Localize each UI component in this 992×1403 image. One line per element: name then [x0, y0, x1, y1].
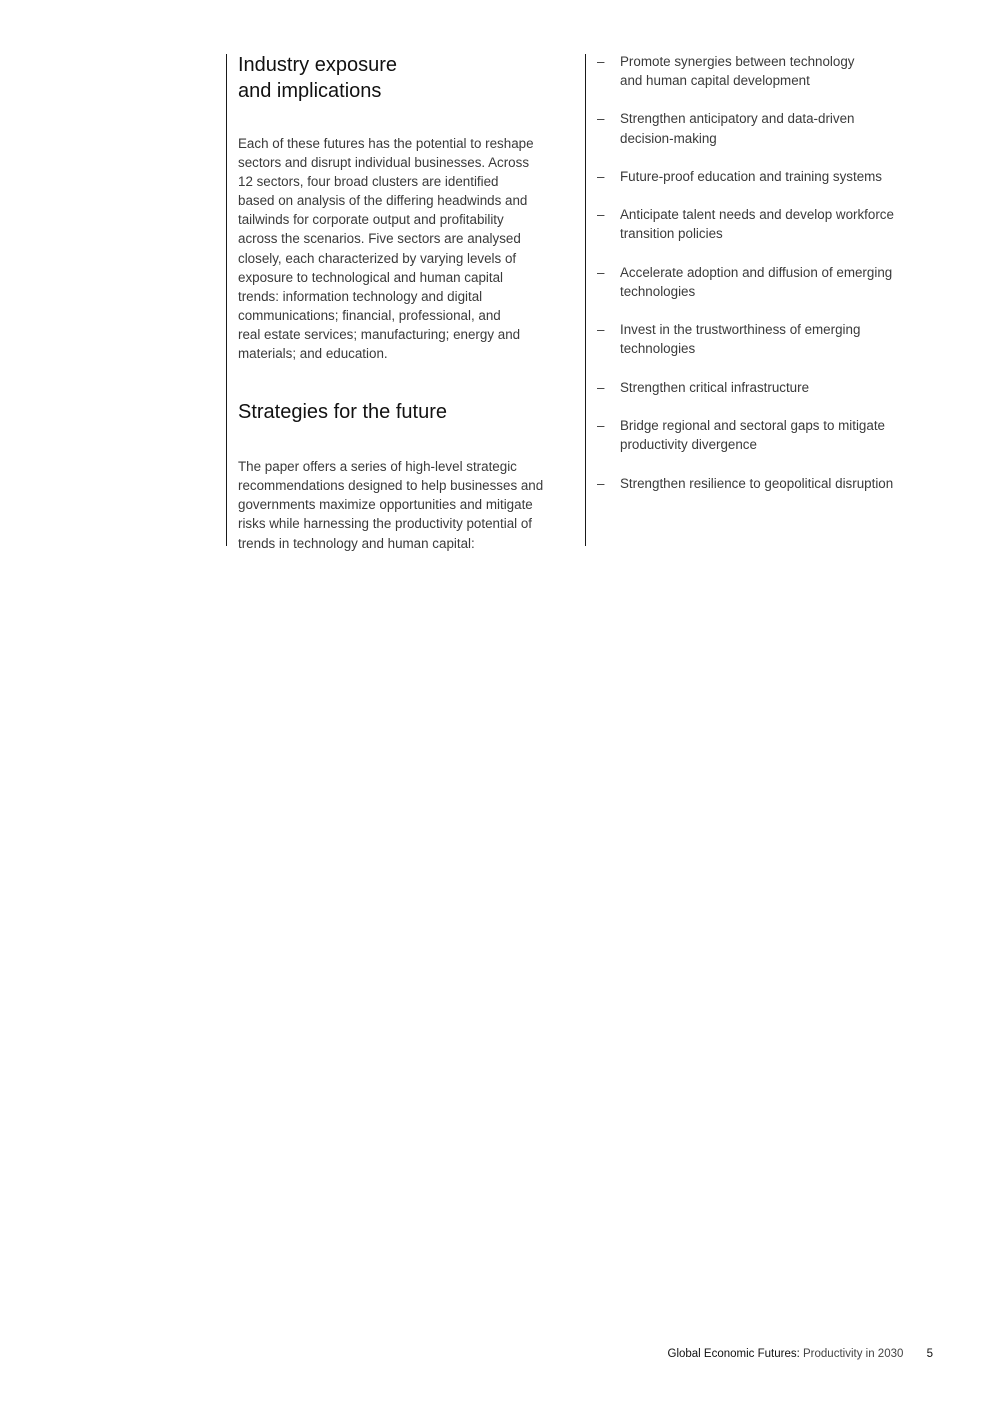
heading-line: and implications [238, 80, 382, 102]
strategies-paragraph [238, 457, 573, 552]
list-item-line: transition policies [620, 226, 723, 242]
list-item-line: Strengthen anticipatory and data-driven [620, 111, 855, 127]
list-item-line: productivity divergence [620, 437, 757, 453]
list-item-line: and human capital development [620, 73, 810, 89]
dash-bullet: – [597, 418, 605, 434]
paragraph-line: real estate services; manufacturing; energy and [238, 326, 521, 342]
heading-line: Industry exposure [238, 54, 397, 76]
paragraph-line: trends: information technology and digital [238, 288, 483, 304]
page-footer [600, 1346, 933, 1362]
list-item [597, 263, 937, 301]
paragraph-line: trends in technology and human capital: [238, 535, 475, 551]
paragraph-line: exposure to technological and human capital [238, 269, 504, 285]
recommendations-list [597, 52, 937, 512]
list-item-line: technologies [620, 283, 696, 299]
strategies-heading: Strategies for the future [238, 401, 448, 424]
dash-bullet: – [597, 475, 605, 491]
paragraph-line: based on analysis of the differing headwinds and [238, 193, 528, 209]
dash-bullet: – [597, 264, 605, 280]
list-item [597, 167, 937, 186]
paragraph-line: tailwinds for corporate output and profitability [238, 212, 504, 228]
list-item-line: decision-making [620, 130, 717, 146]
paragraph-line: governments maximize opportunities and mitigate [238, 497, 533, 513]
dash-bullet: – [597, 111, 605, 127]
dash-bullet: – [597, 207, 605, 223]
paragraph-line: sectors and disrupt individual businesses. Across [238, 155, 530, 171]
list-item [597, 109, 937, 147]
paragraph-line: recommendations designed to help businesses and [238, 478, 544, 494]
dash-bullet: – [597, 379, 605, 395]
list-item [597, 52, 937, 90]
list-item [597, 320, 937, 358]
page-number: 5 [926, 1348, 933, 1360]
list-item [597, 474, 937, 493]
dash-bullet: – [597, 322, 605, 338]
list-item-line: Strengthen resilience to geopolitical disruption [620, 475, 894, 491]
list-item-line: Accelerate adoption and diffusion of emerging [620, 264, 893, 280]
paragraph-line: across the scenarios. Five sectors are analysed [238, 231, 521, 247]
paragraph-line: closely, each characterized by varying levels of [238, 250, 517, 266]
list-item-line: Future-proof education and training systems [620, 168, 883, 184]
paragraph-line: communications; financial, professional, and [238, 307, 501, 323]
industry-exposure-paragraph [238, 134, 573, 363]
list-item-line: Invest in the trustworthiness of emerging [620, 322, 861, 338]
paragraph-line: materials; and education. [238, 346, 388, 362]
dash-bullet: – [597, 168, 605, 184]
list-item-line: technologies [620, 341, 696, 357]
list-item-line: Anticipate talent needs and develop workforce [620, 207, 894, 223]
paragraph-line: The paper offers a series of high-level strategic [238, 459, 517, 475]
paragraph-line: 12 sectors, four broad clusters are identified [238, 174, 499, 190]
list-item [597, 416, 937, 454]
list-item-line: Strengthen critical infrastructure [620, 379, 810, 395]
list-item-line: Bridge regional and sectoral gaps to mitigate [620, 418, 885, 434]
left-column [226, 54, 586, 551]
industry-exposure-heading [238, 52, 573, 104]
paragraph-line: risks while harnessing the productivity potential of [238, 516, 532, 532]
dash-bullet: – [597, 54, 605, 69]
footer-report-title: Global Economic Futures: [667, 1348, 800, 1360]
footer-report-subtitle: Productivity in 2030 [803, 1348, 904, 1360]
list-item-line: Promote synergies between technology [620, 54, 855, 69]
list-item [597, 378, 937, 397]
paragraph-line: Each of these futures has the potential to reshape [238, 136, 534, 151]
list-item [597, 205, 937, 243]
